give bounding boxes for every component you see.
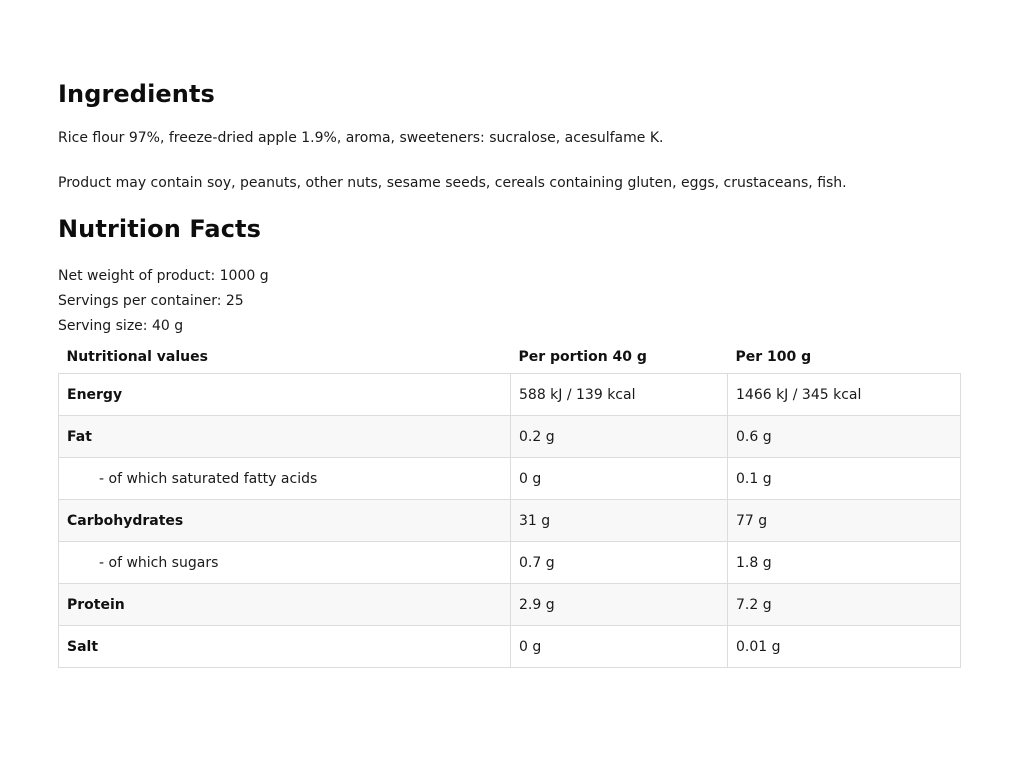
header-nutritional-values: Nutritional values xyxy=(66,348,208,365)
header-per-portion: Per portion 40 g xyxy=(518,348,647,365)
row-per-100g: 0.6 g xyxy=(728,416,961,458)
row-per-100g: 77 g xyxy=(728,500,961,542)
row-name: Energy xyxy=(59,374,511,416)
servings-per-container: Servings per container: 25 xyxy=(58,293,244,309)
row-per-100g: 0.01 g xyxy=(728,626,961,668)
row-per-portion: 0.7 g xyxy=(511,542,728,584)
nutrition-heading: Nutrition Facts xyxy=(58,215,262,243)
table-row xyxy=(59,458,961,500)
table-row xyxy=(59,416,961,458)
row-name: - of which saturated fatty acids xyxy=(59,458,511,500)
row-name: Protein xyxy=(59,584,511,626)
net-weight: Net weight of product: 1000 g xyxy=(58,268,269,284)
table-row xyxy=(59,500,961,542)
row-per-portion: 0.2 g xyxy=(511,416,728,458)
row-per-100g: 1.8 g xyxy=(728,542,961,584)
nutrition-meta xyxy=(58,264,269,339)
nutrition-table xyxy=(58,340,961,668)
row-per-portion: 0 g xyxy=(511,458,728,500)
row-name: - of which sugars xyxy=(59,542,511,584)
row-per-100g: 7.2 g xyxy=(728,584,961,626)
row-per-portion: 588 kJ / 139 kcal xyxy=(511,374,728,416)
table-row xyxy=(59,542,961,584)
row-per-portion: 0 g xyxy=(511,626,728,668)
header-per-100g: Per 100 g xyxy=(735,348,812,365)
row-name: Carbohydrates xyxy=(59,500,511,542)
row-per-100g: 0.1 g xyxy=(728,458,961,500)
ingredients-heading: Ingredients xyxy=(58,80,215,108)
row-name: Fat xyxy=(59,416,511,458)
allergen-text: Product may contain soy, peanuts, other nuts, sesame seeds, cereals containing gluten, eggs, crustaceans, fish. xyxy=(58,175,847,191)
table-row xyxy=(59,584,961,626)
row-per-portion: 2.9 g xyxy=(511,584,728,626)
row-per-portion: 31 g xyxy=(511,500,728,542)
table-row xyxy=(59,374,961,416)
row-name: Salt xyxy=(59,626,511,668)
serving-size: Serving size: 40 g xyxy=(58,318,184,334)
table-header-row xyxy=(59,340,961,374)
row-per-100g: 1466 kJ / 345 kcal xyxy=(728,374,961,416)
table-row xyxy=(59,626,961,668)
ingredients-text: Rice flour 97%, freeze-dried apple 1.9%, aroma, sweeteners: sucralose, acesulfame K. xyxy=(58,130,664,146)
